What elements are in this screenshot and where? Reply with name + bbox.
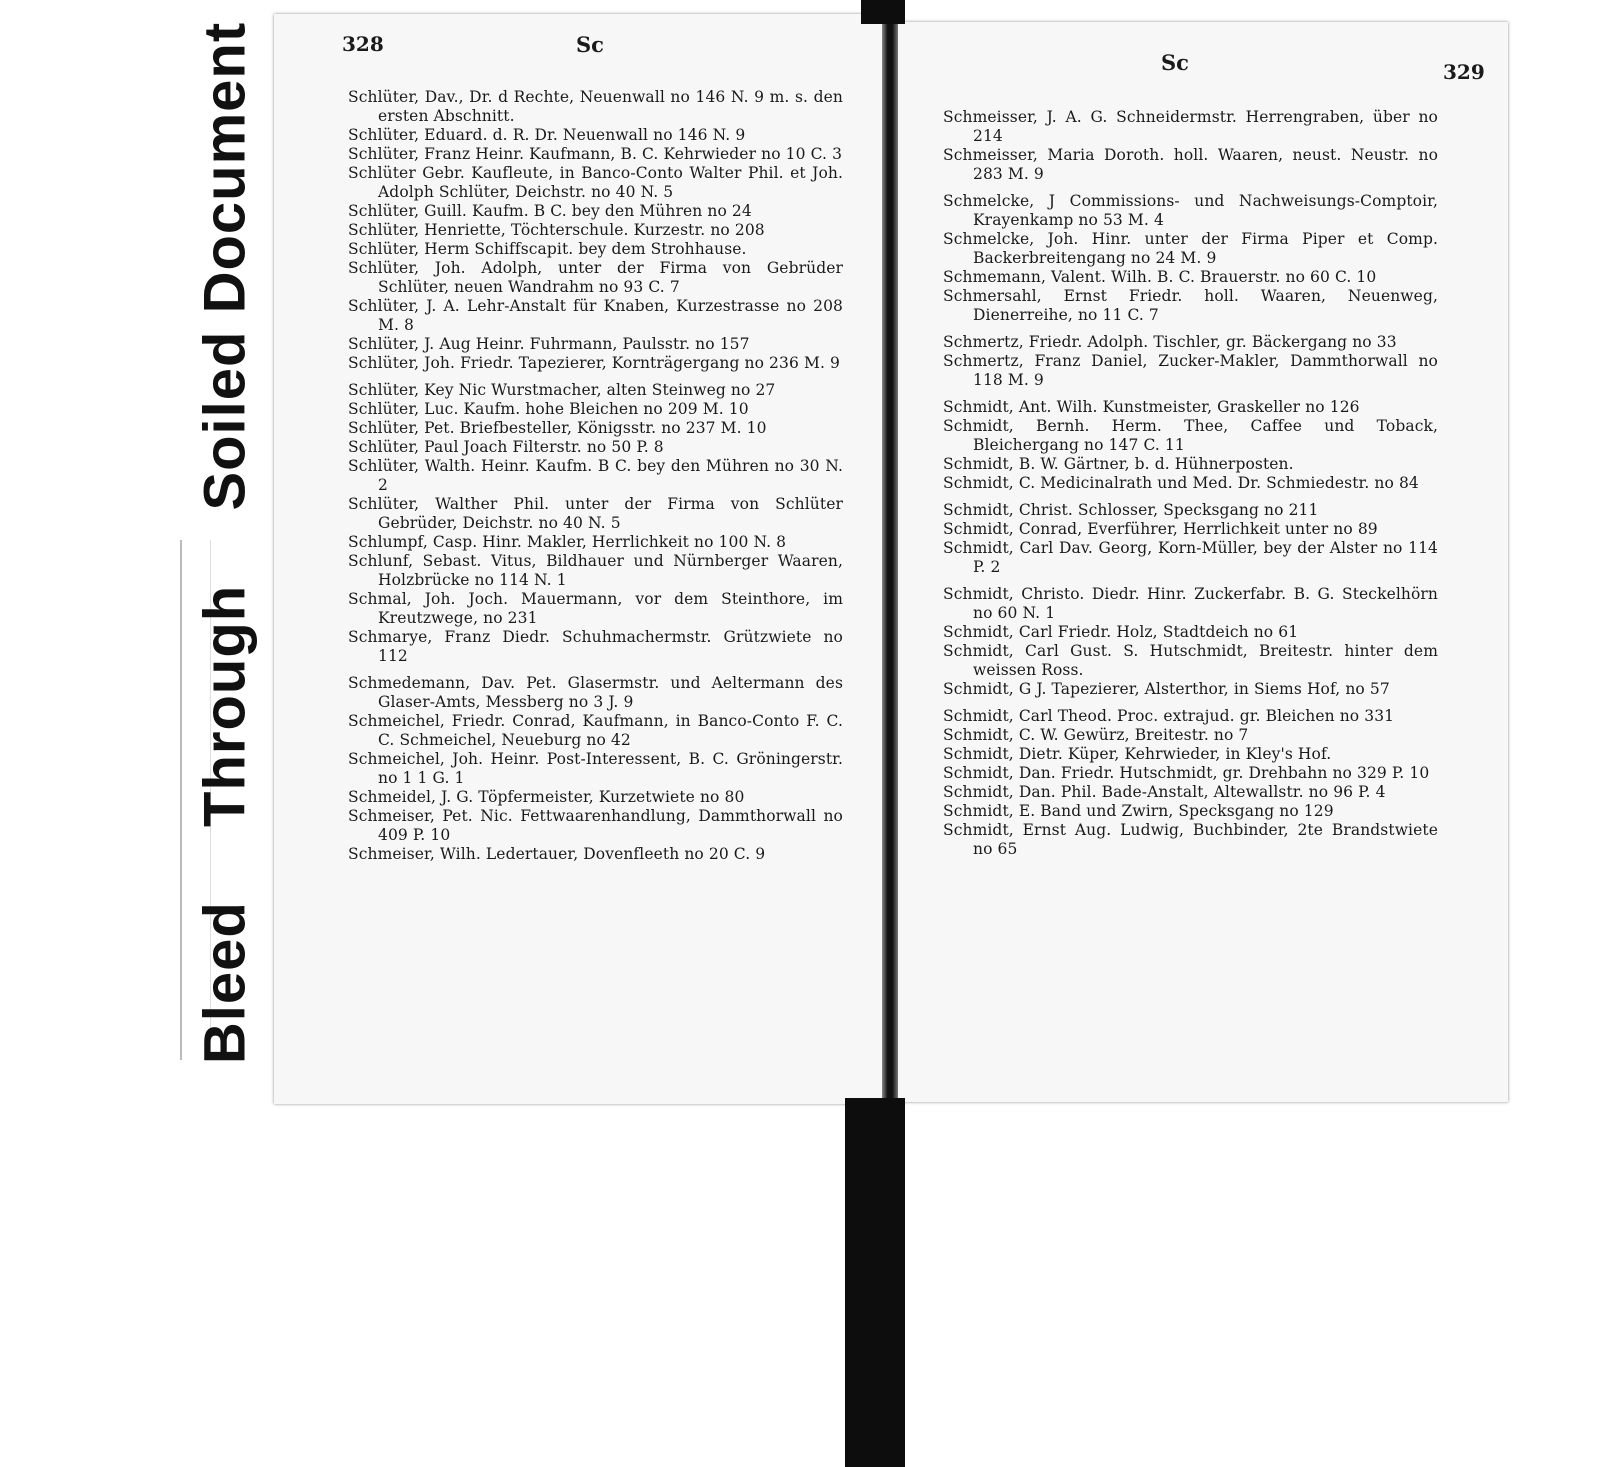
directory-entry: Schmeiser, Pet. Nic. Fettwaarenhandlung, Dammthorwall no 409 P. 10 [348,807,843,844]
stamp-word-bleed: Bleed [192,901,258,1065]
directory-entry: Schlüter, Luc. Kaufm. hohe Bleichen no 209 M. 10 [348,400,749,418]
directory-entry: Schmarye, Franz Diedr. Schuhmachermstr. Grützwiete no 112 [348,628,843,665]
directory-entry: Schmidt, C. Medicinalrath und Med. Dr. Schmiedestr. no 84 [943,474,1419,492]
directory-entry: Schlüter, Herm Schiffscapit. bey dem Strohhause. [348,240,747,258]
left-page [274,14,886,1104]
directory-entry: Schmidt, Ant. Wilh. Kunstmeister, Graskeller no 126 [943,398,1360,416]
left-entry-list [348,88,843,864]
directory-entry: Schmidt, E. Band und Zwirn, Specksgang no 129 [943,802,1334,820]
directory-entry: Schmelcke, Joh. Hinr. unter der Firma Piper et Comp. Backerbreitengang no 24 M. 9 [943,230,1438,267]
directory-entry: Schmelcke, J Commissions- und Nachweisungs-Comptoir, Krayenkamp no 53 M. 4 [943,192,1438,229]
directory-entry: Schmidt, Dan. Friedr. Hutschmidt, gr. Drehbahn no 329 P. 10 [943,764,1430,782]
directory-entry: Schmeidel, J. G. Töpfermeister, Kurzetwiete no 80 [348,788,745,806]
stamp-word-through: Through [192,584,258,827]
directory-entry: Schmeisser, J. A. G. Schneidermstr. Herrengraben, über no 214 [943,108,1438,145]
directory-entry: Schlüter, Guill. Kaufm. B C. bey den Mühren no 24 [348,202,752,220]
directory-entry: Schlüter, Key Nic Wurstmacher, alten Steinweg no 27 [348,381,776,399]
book-gutter [882,24,898,1104]
directory-entry: Schlunf, Sebast. Vitus, Bildhauer und Nürnberger Waaren, Holzbrücke no 114 N. 1 [348,552,843,589]
directory-entry: Schmidt, B. W. Gärtner, b. d. Hühnerposten. [943,455,1294,473]
directory-entry: Schmidt, Christ. Schlosser, Specksgang no 211 [943,501,1319,519]
directory-entry: Schmidt, Conrad, Everführer, Herrlichkeit unter no 89 [943,520,1378,538]
directory-entry: Schlüter, Henriette, Töchterschule. Kurzestr. no 208 [348,221,765,239]
directory-entry: Schmidt, C. W. Gewürz, Breitestr. no 7 [943,726,1249,744]
directory-entry: Schmeisser, Maria Doroth. holl. Waaren, neust. Neustr. no 283 M. 9 [943,146,1438,183]
directory-entry: Schmemann, Valent. Wilh. B. C. Brauerstr. no 60 C. 10 [943,268,1377,286]
directory-entry: Schlüter, Dav., Dr. d Rechte, Neuenwall no 146 N. 9 m. s. den ersten Abschnitt. [348,88,843,125]
right-entry-list [943,108,1438,859]
directory-entry: Schlüter, Joh. Friedr. Tapezierer, Kornträgergang no 236 M. 9 [348,354,840,372]
directory-entry: Schmeiser, Wilh. Ledertauer, Dovenfleeth no 20 C. 9 [348,845,766,863]
directory-entry: Schlüter, J. Aug Heinr. Fuhrmann, Paulsstr. no 157 [348,335,750,353]
directory-entry: Schmidt, Bernh. Herm. Thee, Caffee und Toback, Bleichergang no 147 C. 11 [943,417,1438,454]
right-page-headword: Sc [1161,50,1189,75]
directory-entry: Schlüter Gebr. Kaufleute, in Banco-Conto Walter Phil. et Joh. Adolph Schlüter, Deichstr. no 40 N. 5 [348,164,843,201]
directory-entry: Schmidt, G J. Tapezierer, Alsterthor, in Siems Hof, no 57 [943,680,1390,698]
directory-entry: Schlüter, Joh. Adolph, unter der Firma von Gebrüder Schlüter, neuen Wandrahm no 93 C. 7 [348,259,843,296]
directory-entry: Schmidt, Dietr. Küper, Kehrwieder, in Kley's Hof. [943,745,1332,763]
directory-entry: Schmedemann, Dav. Pet. Glasermstr. und Aeltermann des Glaser-Amts, Messberg no 3 J. 9 [348,674,843,711]
condition-stamp [185,18,265,1068]
condition-stamp-text [192,22,259,1064]
directory-entry: Schlüter, Walth. Heinr. Kaufm. B C. bey den Mühren no 30 N. 2 [348,457,843,494]
stamp-soiled-document: Soiled Document [192,21,258,511]
directory-entry: Schmersahl, Ernst Friedr. holl. Waaren, Neuenweg, Dienerreihe, no 11 C. 7 [943,287,1438,324]
directory-entry: Schlüter, Eduard. d. R. Dr. Neuenwall no 146 N. 9 [348,126,746,144]
directory-entry: Schmeichel, Friedr. Conrad, Kaufmann, in Banco-Conto F. C. C. Schmeichel, Neueburg no 42 [348,712,843,749]
directory-entry: Schmidt, Dan. Phil. Bade-Anstalt, Altewallstr. no 96 P. 4 [943,783,1386,801]
left-page-number: 328 [342,32,384,56]
directory-entry: Schmidt, Christo. Diedr. Hinr. Zuckerfabr. B. G. Steckelhörn no 60 N. 1 [943,585,1438,622]
directory-entry: Schmal, Joh. Joch. Mauermann, vor dem Steinthore, im Kreutzwege, no 231 [348,590,843,627]
directory-entry: Schlüter, Walther Phil. unter der Firma von Schlüter Gebrüder, Deichstr. no 40 N. 5 [348,495,843,532]
left-page-headword: Sc [576,32,604,57]
binding-strap-bottom [845,1098,905,1467]
right-page-number: 329 [1443,60,1485,84]
directory-entry: Schmidt, Carl Theod. Proc. extrajud. gr. Bleichen no 331 [943,707,1395,725]
directory-entry: Schmeichel, Joh. Heinr. Post-Interessent, B. C. Gröningerstr. no 1 1 G. 1 [348,750,843,787]
directory-entry: Schlumpf, Casp. Hinr. Makler, Herrlichkeit no 100 N. 8 [348,533,787,551]
directory-entry: Schmidt, Ernst Aug. Ludwig, Buchbinder, 2te Brandstwiete no 65 [943,821,1438,858]
directory-entry: Schlüter, J. A. Lehr-Anstalt für Knaben, Kurzestrasse no 208 M. 8 [348,297,843,334]
directory-entry: Schmertz, Friedr. Adolph. Tischler, gr. Bäckergang no 33 [943,333,1397,351]
binding-strap-top [861,0,905,24]
directory-entry: Schlüter, Pet. Briefbesteller, Königsstr. no 237 M. 10 [348,419,767,437]
right-page [898,22,1508,1102]
directory-entry: Schmidt, Carl Gust. S. Hutschmidt, Breitestr. hinter dem weissen Ross. [943,642,1438,679]
directory-entry: Schmidt, Carl Friedr. Holz, Stadtdeich no 61 [943,623,1299,641]
directory-entry: Schlüter, Paul Joach Filterstr. no 50 P. 8 [348,438,664,456]
directory-entry: Schmertz, Franz Daniel, Zucker-Makler, Dammthorwall no 118 M. 9 [943,352,1438,389]
directory-entry: Schlüter, Franz Heinr. Kaufmann, B. C. Kehrwieder no 10 C. 3 [348,145,843,163]
directory-entry: Schmidt, Carl Dav. Georg, Korn-Müller, bey der Alster no 114 P. 2 [943,539,1438,576]
